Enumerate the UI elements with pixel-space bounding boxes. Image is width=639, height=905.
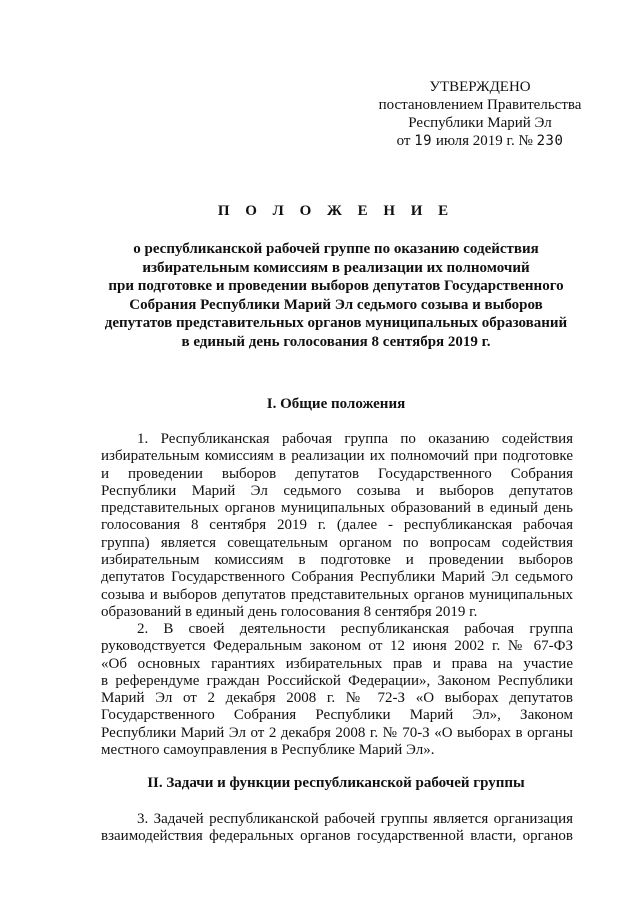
approval-document-number: 230 — [536, 133, 564, 149]
section-2-heading: II. Задачи и функции республиканской рабочей группы — [147, 775, 525, 791]
paragraph-line: голосования 8 сентября 2019 г. (далее - республиканская рабочая — [101, 517, 573, 534]
section-2-paragraph-3 — [101, 811, 573, 846]
paragraph-line: руководствуется Федеральным законом от 12 июня 2002 г. № 67-ФЗ — [101, 638, 573, 655]
approval-title: УТВЕРЖДЕНО — [429, 79, 531, 95]
paragraph-line: взаимодействия федеральных органов государственной власти, органов — [101, 828, 573, 845]
paragraph-line: представительных органов муниципальных образований в единый день — [101, 500, 573, 517]
paragraph-line: Марий Эл от 2 декабря 2008 г. № 72-З «О выборах депутатов — [101, 690, 573, 707]
approval-date-day: 19 — [414, 133, 433, 149]
approval-date-line — [360, 132, 600, 150]
section-1-heading: I. Общие положения — [266, 396, 406, 412]
paragraph-line: Республики Марий Эл седьмого созыва и выборов депутатов — [101, 482, 573, 499]
document-subtitle — [90, 240, 582, 352]
paragraph-line: 3. Задачей республиканской рабочей группы является организация — [137, 811, 573, 827]
paragraph-line: 1. Республиканская рабочая группа по оказанию содействия — [137, 431, 573, 447]
subtitle-line: о республиканской рабочей группе по оказанию содействия — [133, 241, 539, 257]
paragraph-line: группа) является совещательным органом по вопросам содействия — [101, 534, 573, 551]
approval-date-rest: июля 2019 г. № — [435, 133, 533, 149]
section-1-paragraph-2 — [101, 621, 573, 759]
subtitle-line: избирательным комиссиям в реализации их полномочий — [142, 259, 530, 276]
subtitle-line: Собрания Республики Марий Эл седьмого созыва и выборов — [129, 296, 543, 313]
paragraph-line: Республики Марий Эл от 2 декабря 2008 г. № 70-З «О выборах в органы — [101, 724, 573, 741]
paragraph-line: избирательным комиссиям в реализации их полномочий при подготовке — [101, 448, 573, 465]
subtitle-line: в единый день голосования 8 сентября 2019 г. — [181, 333, 491, 350]
approval-date-prefix: от — [396, 133, 411, 149]
paragraph-line: местного самоуправления в Республике Марий Эл». — [101, 742, 435, 759]
paragraph-line: 2. В своей деятельности республиканская рабочая группа — [137, 621, 573, 637]
approval-stamp — [360, 78, 600, 150]
paragraph-line: образований в единый день голосования 8 сентября 2019 г. — [101, 603, 478, 620]
paragraph-line: депутатов Государственного Собрания Республики Марий Эл седьмого — [101, 569, 573, 586]
approval-issuer-line2: Республики Марий Эл — [408, 115, 552, 131]
subtitle-line: при подготовке и проведении выборов депутатов Государственного — [108, 278, 564, 295]
document-title: П О Л О Ж Е Н И Е — [217, 203, 455, 219]
paragraph-line: и проведении выборов депутатов Государственного Собрания — [101, 465, 573, 482]
paragraph-line: «Об основных гарантиях избирательных прав и права на участие — [101, 655, 573, 672]
paragraph-line: избирательным комиссиям в подготовке и проведении выборов — [101, 552, 573, 569]
section-1-paragraph-1 — [101, 431, 573, 621]
subtitle-line: депутатов представительных органов муниципальных образований — [104, 315, 568, 332]
approval-issuer-line1: постановлением Правительства — [378, 97, 582, 113]
paragraph-line: Государственного Собрания Республики Марий Эл», Законом — [101, 707, 573, 724]
paragraph-line: в референдуме граждан Российской Федерации», Законом Республики — [101, 672, 573, 689]
paragraph-line: созыва и выборов депутатов представительных органов муниципальных — [101, 586, 573, 603]
